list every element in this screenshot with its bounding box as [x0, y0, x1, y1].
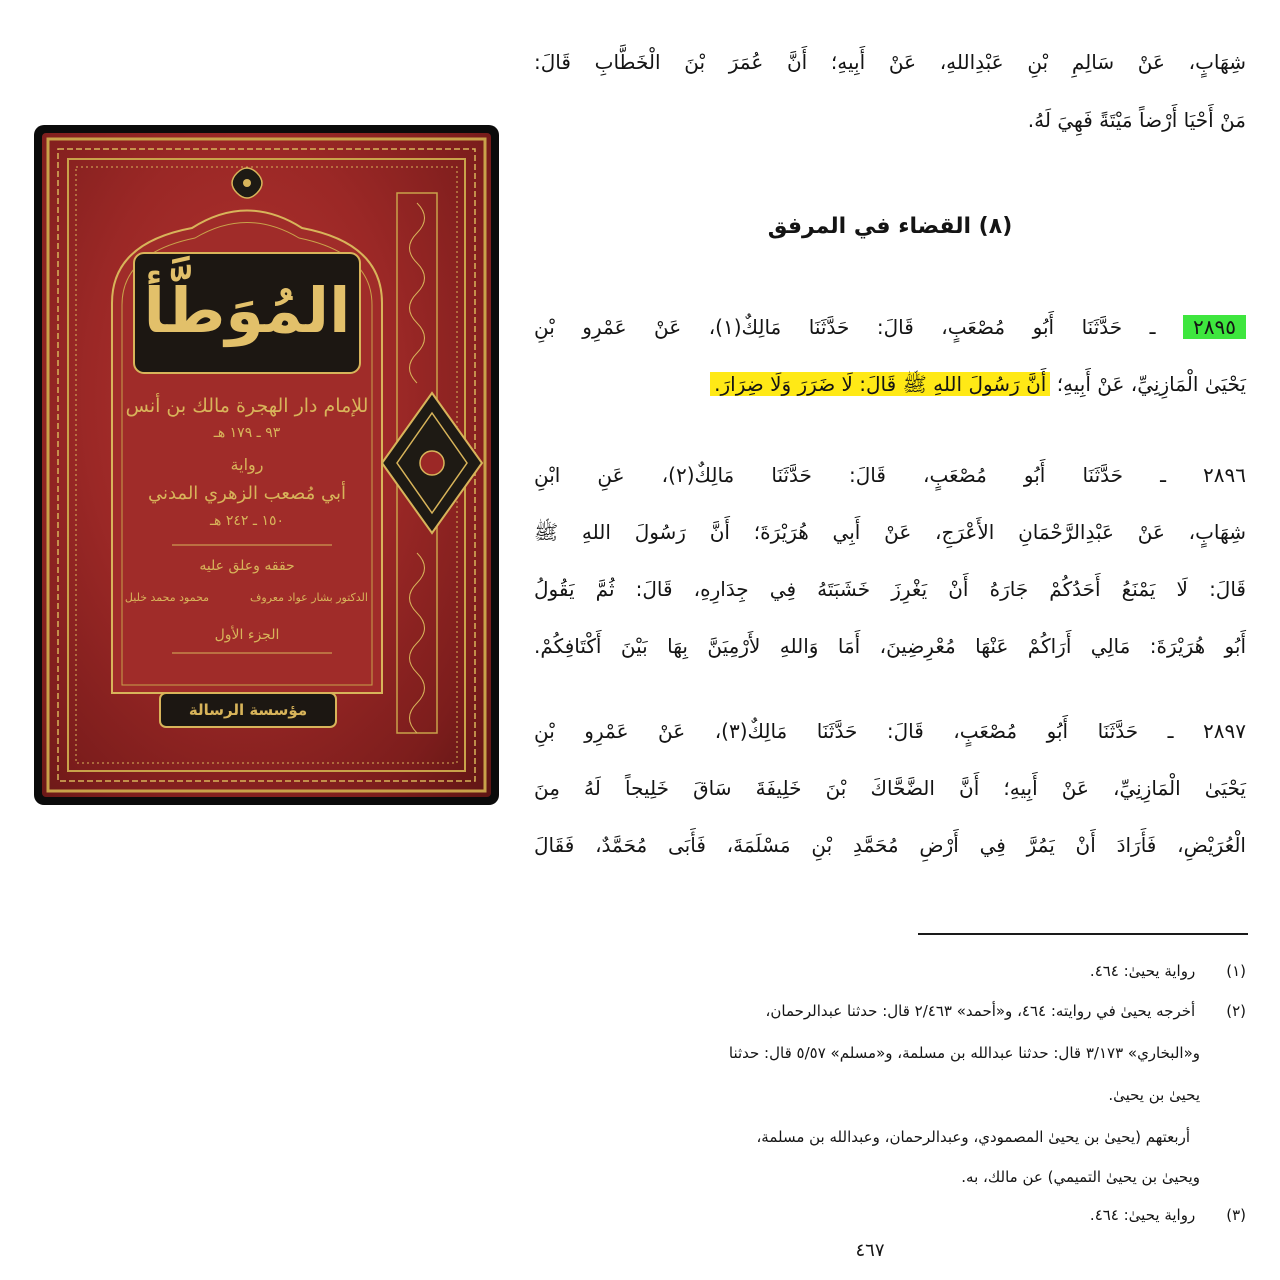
- hadith-2896-line: ٢٨٩٦ ـ حَدَّثَنَا أَبُو مُصْعَبٍ، قَالَ: حَدَّثَنَا مَالِكٌ(٢)، عَنِ ابْنِ: [534, 463, 1246, 487]
- footnote-2-line: و«البخاري» ٣/١٧٣ قال: حدثنا عبدالله بن مسلمة، و«مسلم» ٥/٥٧ قال: حدثنا: [728, 1044, 1200, 1062]
- footnote-text: رواية يحيىٰ: ٤٦٤.: [1089, 962, 1196, 980]
- hadith-text: ـ حَدَّثَنَا أَبُو مُصْعَبٍ، قَالَ: حَدَّثَنَا مَالِكٌ(١)، عَنْ عَمْرِو بْنِ: [534, 315, 1156, 339]
- cover-panel: [42, 133, 491, 797]
- cover-narrator-dates: ١٥٠ ـ ٢٤٢ هـ: [209, 513, 285, 529]
- footnote-number: (٣): [1226, 1206, 1246, 1224]
- footnote-1: [1090, 956, 1246, 986]
- footnote-divider: [918, 933, 1248, 935]
- footnote-2-line: أربعتهم (يحيىٰ بن يحيىٰ المصمودي، وعبدالرحمان، وعبدالله بن مسلمة،: [756, 1128, 1190, 1146]
- hadith-2896-line: قَالَ: لَا يَمْنَعُ أَحَدُكُمْ جَارَهُ أَنْ يَغْرِزَ خَشَبَتَهُ فِي جِدَارِهِ، قَالَ: ثُمَّ يَقُولُ: [534, 577, 1246, 601]
- footnote-2-line: يحيىٰ بن يحيىٰ.: [1108, 1086, 1200, 1104]
- page-number: ٤٦٧: [855, 1240, 885, 1261]
- hadith-2897-line: ٢٨٩٧ ـ حَدَّثَنَا أَبُو مُصْعَبٍ، قَالَ: حَدَّثَنَا مَالِكٌ(٣)، عَنْ عَمْرِو بْنِ: [534, 719, 1246, 743]
- cover-title: المُوَطَّأ: [143, 274, 351, 347]
- cover-riwaya-label: رواية: [230, 455, 264, 474]
- hadith-number-highlight: ٢٨٩٥: [1183, 315, 1246, 339]
- footnote-3: [1090, 1200, 1246, 1230]
- hadith-2896-line: أَبُو هُرَيْرَةَ: مَالِي أَرَاكُمْ عَنْهَا مُعْرِضِينَ، أَمَا وَاللهِ لأَرْمِيَنَّ بِهَا بَيْنَ أَكْتَافِكُمْ.: [534, 634, 1246, 658]
- footnote-text: رواية يحيىٰ: ٤٦٤.: [1089, 1206, 1196, 1224]
- book-cover: [34, 125, 499, 805]
- hadith-2897-line: الْعُرَيْضِ، فَأَرَادَ أَنْ يَمُرَّ فِي أَرْضِ مُحَمَّدِ بْنِ مَسْلَمَةَ، فَأَبَى مُحَمَّدٌ، فَقَالَ: [534, 833, 1246, 857]
- footnote-text: أخرجه يحيىٰ في روايته: ٤٦٤، و«أحمد» ٢/٤٦٣ قال: حدثنا عبدالرحمان،: [765, 1002, 1196, 1020]
- hadith-text-highlight: أَنَّ رَسُولَ اللهِ ﷺ قَالَ: لَا ضَرَرَ وَلَا ضِرَارَ.: [710, 372, 1050, 396]
- top-ornament-icon: [232, 168, 262, 198]
- cover-editors-label: حققه وعلق عليه: [199, 558, 295, 574]
- text-line: مَنْ أَحْيَا أَرْضاً مَيْتَةً فَهِيَ لَهُ.: [1027, 108, 1246, 132]
- cover-publisher: مؤسسة الرسالة: [188, 701, 308, 719]
- cover-editor-1: الدكتور بشار عواد معروف: [250, 591, 368, 604]
- footnote-2-line: ويحيىٰ بن يحيىٰ التميمي) عن مالك، به.: [961, 1168, 1200, 1186]
- footnote-2: [534, 996, 1246, 1026]
- cover-editor-2: محمود محمد خليل: [124, 591, 210, 604]
- cover-volume: الجزء الأول: [214, 627, 280, 643]
- hadith-text: يَحْيَىٰ الْمَازِنِيِّ، عَنْ أَبِيهِ؛: [1056, 372, 1246, 396]
- hadith-2897-line: يَحْيَىٰ الْمَازِنِيِّ، عَنْ أَبِيهِ؛ أَنَّ الضَّحَّاكَ بْنَ خَلِيفَةَ سَاقَ خَلِيجاً لَهُ مِنَ: [534, 776, 1246, 800]
- chapter-heading: (٨) القضاء في المرفق: [767, 214, 1013, 239]
- cover-author-line: للإمام دار الهجرة مالك بن أنس: [125, 395, 369, 417]
- footnote-number: (١): [1226, 962, 1246, 980]
- footnote-number: (٢): [1226, 1002, 1246, 1020]
- hadith-2895-line-1: [534, 307, 1246, 347]
- cover-author-dates: ٩٣ ـ ١٧٩ هـ: [213, 425, 281, 441]
- text-line: شِهَابٍ، عَنْ سَالِمِ بْنِ عَبْدِاللهِ، عَنْ أَبِيهِ؛ أَنَّ عُمَرَ بْنَ الْخَطَّابِ قَالَ:: [534, 50, 1246, 74]
- hadith-2896-line: شِهَابٍ، عَنْ عَبْدِالرَّحْمَانِ الأَعْرَجِ، عَنْ أَبِي هُرَيْرَةَ؛ أَنَّ رَسُولَ اللهِ ﷺ: [534, 520, 1246, 544]
- cover-narrator: أبي مُصعب الزهري المدني: [147, 483, 347, 504]
- hadith-2895-line-2: [534, 364, 1246, 404]
